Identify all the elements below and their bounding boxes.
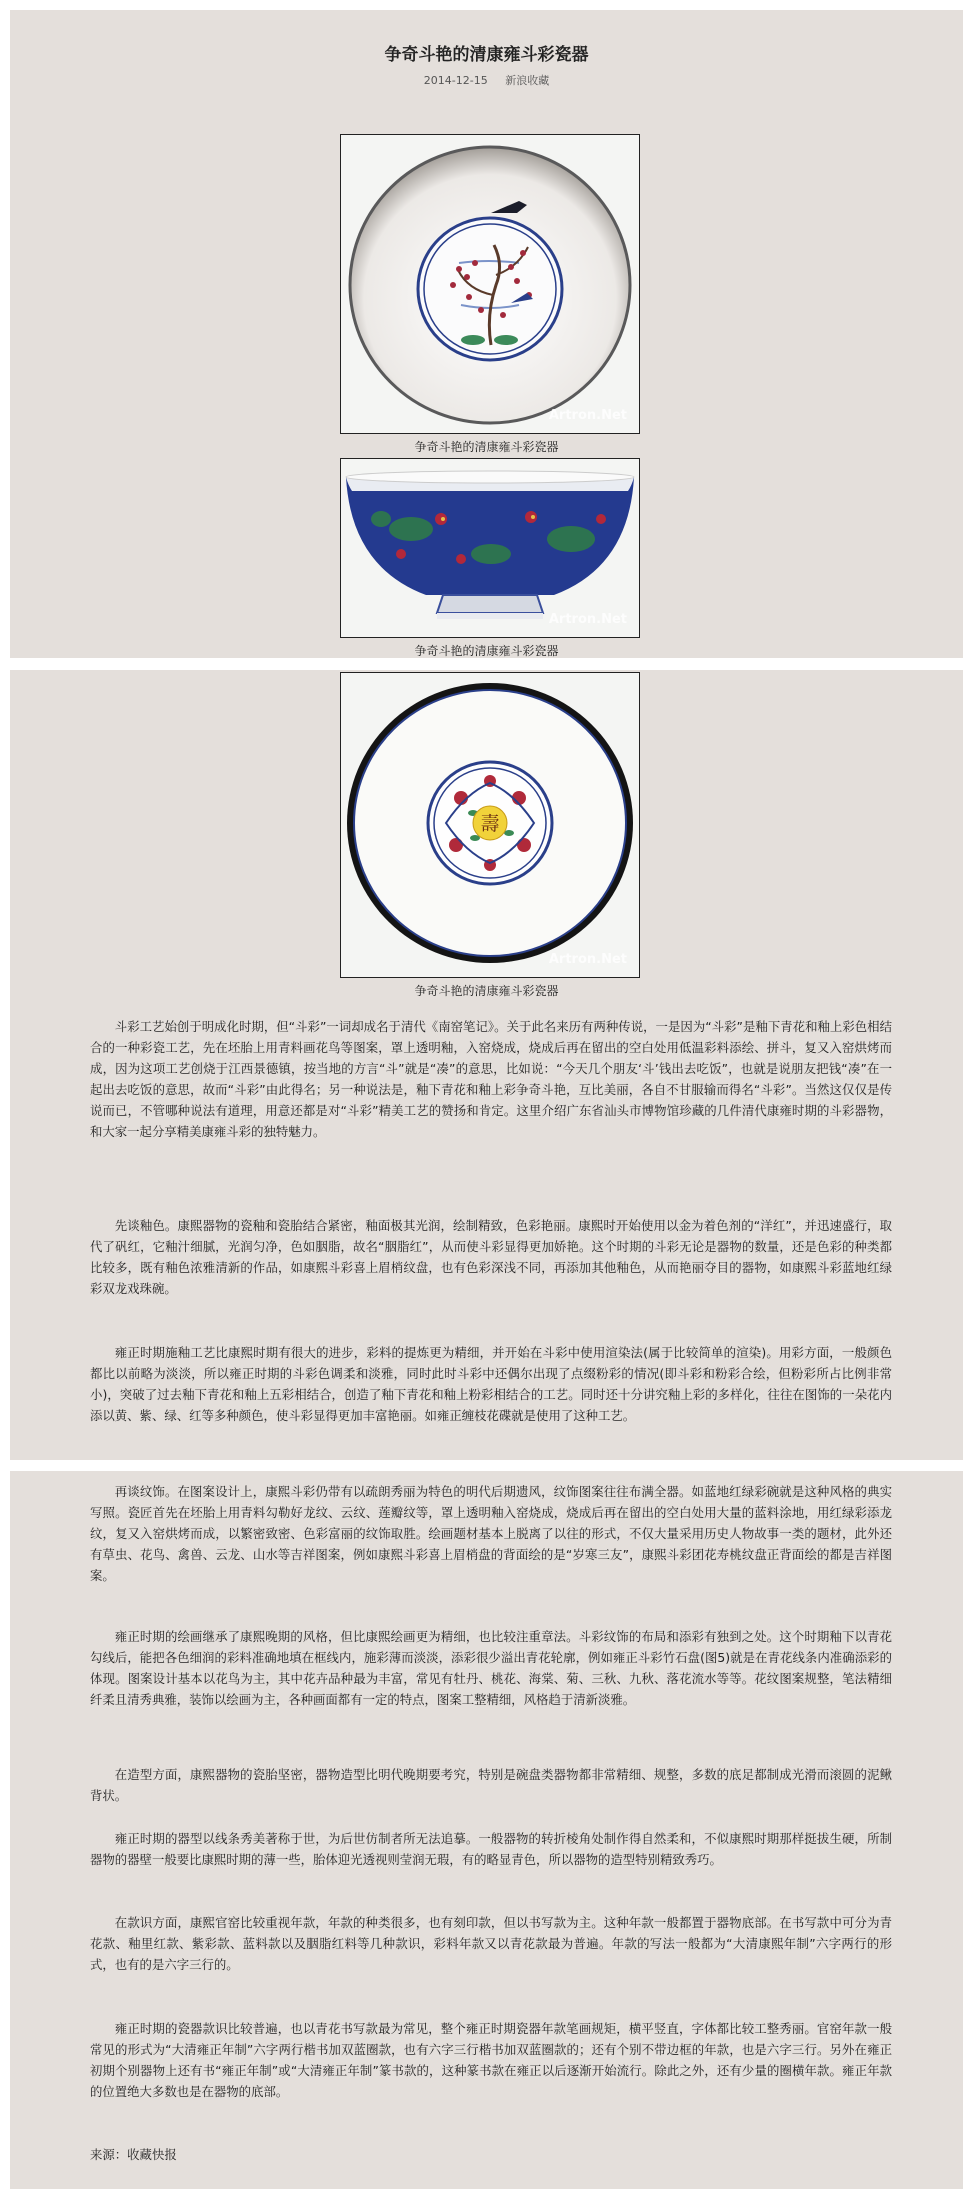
shou-character: 壽 [480, 813, 500, 835]
shou-plate-illustration [341, 673, 639, 977]
figure-3-caption: 争奇斗艳的清康雍斗彩瓷器 [414, 984, 559, 998]
figure-2-image [340, 458, 640, 638]
paragraph-8: 在款识方面，康熙官窑比较重视年款，年款的种类很多，也有刻印款，但以书写款为主。这种年款一般都置于器物底部。在书写款中可分为青花款、釉里红款、紫彩款、蓝料款以及胭脂红料等几种款识，彩料年款又以青花款最为普遍。年款的写法一般都为“大清康熙年制”六字两行的形式，也有的是六字三行的。 [90, 1915, 892, 1972]
publish-date: 2014-12-15 [423, 74, 488, 87]
paragraph-4: 再谈纹饰。在图案设计上，康熙斗彩仍带有以疏朗秀丽为特色的明代后期遗风，纹饰图案往往布满全器。如蓝地红绿彩碗就是这种风格的典实写照。瓷匠首先在坯胎上用青料勾勒好龙纹、云纹、莲瓣纹等，罩上透明釉入窑烧成，烧成后再在留出的空白处用大量的蓝料涂地，用红绿彩添龙纹，复又入窑烘烤而成，以繁密致密、色彩富丽的纹饰取胜。绘画题材基本上脱离了以往的形式，不仅大量采用历史人物故事一类的题材，此外还有草虫、花鸟、禽兽、云龙、山水等吉祥图案，例如康熙斗彩喜上眉梢盘的背面绘的是“岁寒三友”，康熙斗彩团花寿桃纹盘正背面绘的都是吉祥图案。 [90, 1484, 892, 1583]
paragraph-5: 雍正时期的绘画继承了康熙晚期的风格，但比康熙绘画更为精细，也比较注重章法。斗彩纹饰的布局和添彩有独到之处。这个时期釉下以青花勾线后，能把各色细润的彩料准确地填在框线内，施彩薄而淡淡，添彩很少溢出青花轮廓，例如雍正斗彩竹石盘(图5)就是在青花线条内准确添彩的体现。图案设计基本以花鸟为主，其中花卉品种最为丰富，常见有牡丹、桃花、海棠、菊、三秋、九秋、落花流水等等。花纹图案规整，笔法精细纤柔且清秀典雅，装饰以绘画为主，各种画面都有一定的特点，图案工整精细，风格趋于清新淡雅。 [90, 1629, 892, 1707]
paragraph-1: 斗彩工艺始创于明成化时期，但“斗彩”一词却成名于清代《南窑笔记》。关于此名来历有两种传说，一是因为“斗彩”是釉下青花和釉上彩色相结合的一种彩瓷工艺，先在坯胎上用青料画花鸟等图案，罩上透明釉，入窑烧成，烧成后再在留出的空白处用低温彩料添绘、拼斗，复又入窑烘烤而成，因为这项工艺创烧于江西景德镇，按当地的方言“斗”就是“凑”的意思，比如说：“今天几个朋友‘斗’钱出去吃饭”，也就是说朋友把钱“凑”在一起出去吃饭的意思，故而“斗彩”由此得名；另一种说法是，釉下青花和釉上彩争奇斗艳，互比美丽，各自不甘服输而得名“斗彩”。当然这仅仅是传说而已，不管哪种说法有道理，用意还都是对“斗彩”精美工艺的赞扬和肯定。这里介绍广东省汕头市博物馆珍藏的几件清代康雍时期的斗彩器物，和大家一起分享精美康雍斗彩的独特魅力。 [90, 1019, 892, 1139]
paragraph-3: 雍正时期施釉工艺比康熙时期有很大的进步，彩料的提炼更为精细，并开始在斗彩中使用渲染法(属于比较简单的渲染)。用彩方面，一般颜色都比以前略为淡淡，所以雍正时期的斗彩色调柔和淡雅，同时此时斗彩中还偶尔出现了点缀粉彩的情况(即斗彩和粉彩合绘，但粉彩所占比例非常小)，突破了过去釉下青花和釉上五彩相结合，创造了釉下青花和釉上粉彩相结合的工艺。同时还十分讲究釉上彩的多样化，往往在图饰的一朵花内添以黄、紫、绿、红等多种颜色，使斗彩显得更加丰富艳丽。如雍正缠枝花碟就是使用了这种工艺。 [90, 1345, 892, 1423]
paragraph-9: 雍正时期的瓷器款识比较普遍，也以青花书写款最为常见，整个雍正时期瓷器年款笔画规矩，横平竖直，字体都比较工整秀丽。官窑年款一般常见的形式为“大清雍正年制”六字两行楷书加双蓝圈款，也有六字三行楷书加双蓝圈款的；还有个别不带边框的年款，也是六字三行。另外在雍正初期个别器物上还有书“雍正年制”或“大清雍正年制”篆书款的，这种篆书款在雍正以后逐渐开始流行。除此之外，还有少量的圈横年款。雍正年款的位置绝大多数也是在器物的底部。 [90, 2021, 892, 2099]
watermark: Artron.Net [548, 408, 627, 423]
article-title: 争奇斗艳的清康雍斗彩瓷器 [384, 45, 589, 65]
figure-1-caption: 争奇斗艳的清康雍斗彩瓷器 [414, 440, 559, 454]
article-header-panel [10, 10, 963, 658]
article-body-panel-1 [10, 670, 963, 1460]
figure-3-image [340, 672, 640, 978]
bowl-illustration [341, 459, 639, 637]
article-body-panel-2 [10, 1471, 963, 2189]
figure-2-caption: 争奇斗艳的清康雍斗彩瓷器 [414, 644, 559, 658]
source-site-link[interactable]: 新浪收藏 [505, 74, 550, 87]
paragraph-7: 雍正时期的器型以线条秀美著称于世，为后世仿制者所无法追摹。一般器物的转折棱角处制作得自然柔和，不似康熙时期那样挺拔生硬，所制器物的器壁一般要比康熙时期的薄一些，胎体迎光透视则莹润无瑕，有的略显青色，所以器物的造型特别精致秀巧。 [90, 1831, 892, 1867]
watermark: Artron.Net [548, 952, 627, 967]
paragraph-6: 在造型方面，康熙器物的瓷胎坚密，器物造型比明代晚期要考究，特别是碗盘类器物都非常精细、规整，多数的底足都制成光滑而滚圆的泥鳅背状。 [90, 1767, 892, 1803]
figure-1-image [340, 134, 640, 434]
source-footer: 来源：收藏快报 [90, 2147, 177, 2162]
bird-plate-illustration [341, 135, 639, 433]
paragraph-2: 先谈釉色。康熙器物的瓷釉和瓷胎结合紧密，釉面极其光润，绘制精致，色彩艳丽。康熙时开始使用以金为着色剂的“洋红”，并迅速盛行，取代了矾红，它釉汁细腻，光润匀净，色如胭脂，故名“胭脂红”，从而使斗彩显得更加娇艳。这个时期的斗彩无论是器物的数量，还是色彩的种类都比较多，既有釉色浓雅清新的作品，如康熙斗彩喜上眉梢纹盘，也有色彩深浅不同，再添加其他釉色，从而艳丽夺目的器物，如康熙斗彩蓝地红绿彩双龙戏珠碗。 [90, 1218, 892, 1296]
article-meta [10, 72, 963, 88]
watermark: Artron.Net [548, 612, 627, 627]
